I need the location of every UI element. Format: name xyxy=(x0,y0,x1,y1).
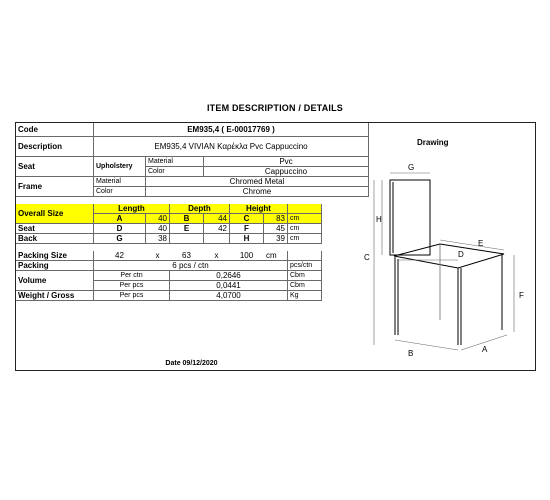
dim-label-g: G xyxy=(408,163,415,172)
dim-label-f: F xyxy=(519,291,524,300)
volume-per-ctn: 0,2646 xyxy=(170,271,288,281)
frame-material-value: Chromed Metal xyxy=(146,177,369,187)
overall-length-key: A xyxy=(94,214,146,224)
seat-material-label: Material xyxy=(146,157,204,167)
seat-height: 45 xyxy=(264,224,288,234)
back-height-key: H xyxy=(230,234,264,244)
volume-label: Volume xyxy=(16,271,94,291)
drawing-label: Drawing xyxy=(417,138,449,147)
depth-header: Depth xyxy=(170,204,230,214)
volume-unit-pcs: Cbm xyxy=(288,281,322,291)
volume-unit-ctn: Cbm xyxy=(288,271,322,281)
frame-color-label: Color xyxy=(94,187,146,197)
overall-depth: 44 xyxy=(204,214,230,224)
back-size-label: Back xyxy=(16,234,94,244)
seat-material-value: Pvc xyxy=(204,157,369,167)
seat-upholstery-label: Upholstery xyxy=(94,157,146,177)
packing-size-label: Packing Size xyxy=(16,251,94,261)
seat-depth: 42 xyxy=(204,224,230,234)
volume-per-ctn-label: Per ctn xyxy=(94,271,170,281)
packing-unit: pcs/ctn xyxy=(288,261,322,271)
frame-color-value: Chrome xyxy=(146,187,369,197)
weight-unit: Kg xyxy=(288,291,322,301)
overall-depth-key: B xyxy=(170,214,204,224)
seat-height-key: F xyxy=(230,224,264,234)
length-header: Length xyxy=(94,204,170,214)
volume-per-pcs: 0,0441 xyxy=(170,281,288,291)
dim-label-a: A xyxy=(482,345,488,354)
seat-length-key: D xyxy=(94,224,146,234)
seat-depth-key: E xyxy=(170,224,204,234)
dim-label-h: H xyxy=(376,215,382,224)
description-value: EM935,4 VIVIAN Καρέκλα Pvc Cappuccino xyxy=(94,137,369,157)
seat-unit: cm xyxy=(288,224,322,234)
description-label: Description xyxy=(16,137,94,157)
back-length-key: G xyxy=(94,234,146,244)
packing-height: 100 xyxy=(230,251,264,261)
volume-per-pcs-label: Per pcs xyxy=(94,281,170,291)
frame-label: Frame xyxy=(16,177,94,197)
back-height: 39 xyxy=(264,234,288,244)
overall-size-label: Overall Size xyxy=(16,204,94,224)
frame-material-label: Material xyxy=(94,177,146,187)
packing-depth: 63 xyxy=(170,251,204,261)
packing-value: 6 pcs / ctn xyxy=(94,261,288,271)
page-title: ITEM DESCRIPTION / DETAILS xyxy=(206,103,344,113)
seat-label: Seat xyxy=(16,157,94,177)
weight-label: Weight / Gross xyxy=(16,291,94,301)
chair-drawing xyxy=(362,160,532,360)
packing-label: Packing xyxy=(16,261,94,271)
overall-height-key: C xyxy=(230,214,264,224)
back-unit: cm xyxy=(288,234,322,244)
overall-height: 83 xyxy=(264,214,288,224)
seat-size-label: Seat xyxy=(16,224,94,234)
packing-width: 42 xyxy=(94,251,146,261)
dim-label-e: E xyxy=(478,239,484,248)
date-text: Date 09/12/2020 xyxy=(165,360,218,367)
dim-label-c: C xyxy=(364,253,370,262)
dim-label-d: D xyxy=(458,250,464,259)
overall-unit: cm xyxy=(288,214,322,224)
chair-backrest xyxy=(390,180,430,255)
packing-x1: x xyxy=(146,251,170,261)
code-value: EM935,4 ( E-00017769 ) xyxy=(94,123,369,137)
overall-length: 40 xyxy=(146,214,170,224)
seat-length: 40 xyxy=(146,224,170,234)
back-length: 38 xyxy=(146,234,170,244)
weight-per-pcs-label: Per pcs xyxy=(94,291,170,301)
dim-label-b: B xyxy=(408,349,414,358)
seat-color-value: Cappuccino xyxy=(204,167,369,177)
code-label: Code xyxy=(16,123,94,137)
seat-color-label: Color xyxy=(146,167,204,177)
height-header: Height xyxy=(230,204,288,214)
packing-size-unit: cm xyxy=(264,251,288,261)
weight-value: 4,0700 xyxy=(170,291,288,301)
packing-x2: x xyxy=(204,251,230,261)
